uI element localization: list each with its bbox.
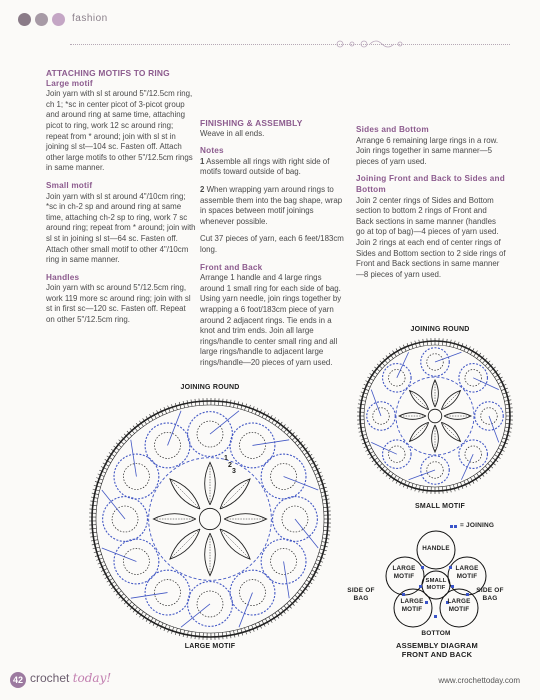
section-label: fashion xyxy=(72,13,108,24)
note-1-text: Assemble all rings with right side of motifs toward outside of bag. xyxy=(200,156,330,177)
large-motif-heading: Large motif xyxy=(46,78,93,88)
column-2 xyxy=(200,118,347,375)
assembly-bottom-label: BOTTOM xyxy=(421,630,451,637)
large-joining-round-label: JOINING ROUND xyxy=(180,384,240,391)
assembly-side-right-label: SIDE OF BAG xyxy=(476,587,504,602)
joining-text: Join 2 center rings of Sides and Bottom section to bottom 2 rings of Front and Back sections in same manner (handles go at top of bag)—4 pieces of yarn used. Join 2 rings at each end of center rings of Sides and Bottom section to 2 side rings of Front and Back sections in same manner—8 pieces of yarn used. xyxy=(356,195,506,279)
small-motif-heading: Small motif xyxy=(46,180,93,190)
brand-logo xyxy=(30,671,111,685)
assembly-large-left-label: LARGE MOTIF xyxy=(392,565,416,580)
note-2-number: 2 xyxy=(200,184,205,194)
small-joining-round-label: JOINING ROUND xyxy=(410,326,470,333)
large-motif-text: Join yarn with sl st around 5"/12.5cm ring, ch 1; *sc in center picot of 3-picot group and around ring at same time, attaching picot to ring, work 12 sc around ring; repeat from * around; join with sl st in joining sl st—104 sc. Fasten off. Attach other large motifs to other 5"/12.5cm rings in same manner. xyxy=(46,89,193,173)
finishing-text: Weave in all ends. xyxy=(200,128,265,138)
large-marker-2: 2 xyxy=(227,462,233,469)
assembly-large-right-label: LARGE MOTIF xyxy=(455,565,479,580)
note-1-number: 1 xyxy=(200,156,205,166)
header-rule xyxy=(70,44,510,45)
small-motif-diagram xyxy=(355,336,515,496)
page-number: 42 xyxy=(10,672,26,688)
brand-today: today! xyxy=(72,671,112,685)
header-dot-1 xyxy=(18,13,31,26)
large-motif-caption: LARGE MOTIF xyxy=(184,643,236,650)
large-marker-3: 3 xyxy=(231,468,237,475)
handles-heading: Handles xyxy=(46,272,80,282)
small-motif-caption: SMALL MOTIF xyxy=(415,503,465,510)
small-motif-text: Join yarn with sl st around 4"/10cm ring; *sc in ch-2 sp and around ring at same time, attaching ch-2 sp to ring, work 7 sc around ring; repeat from * around; join with sl st in joining sl st—64 sc. Fasten off. Attach other small motif to other 4"/10cm ring in same manner. xyxy=(46,191,196,265)
front-back-text: Arrange 1 handle and 4 large rings around 1 small ring for each side of bag. Using yarn needle, join rings together by wrapping a 6 foot/183cm piece of yarn around 2 adjacent rings. Tie ends in a knot and trim ends. Join all large rings/handle to center small ring and all large rings/handle to adjacent large rings/handle—20 pieces of yarn used. xyxy=(200,273,342,367)
notes-heading: Notes xyxy=(200,146,224,156)
attaching-heading: ATTACHING MOTIFS TO RING xyxy=(46,68,170,78)
website-url: www.crochettoday.com xyxy=(438,676,520,685)
column-3 xyxy=(356,125,506,287)
sides-bottom-text: Arrange 6 remaining large rings in a row. Join rings together in same manner—5 pieces of yarn used. xyxy=(356,135,499,166)
joining-heading: Joining Front and Back to Sides and Bottom xyxy=(356,174,505,194)
assembly-side-left-label: SIDE OF BAG xyxy=(347,587,375,602)
large-motif-diagram xyxy=(85,394,335,644)
front-back-heading: Front and Back xyxy=(200,262,263,272)
note-2 xyxy=(200,185,347,227)
assembly-large-br-label: LARGE MOTIF xyxy=(447,598,471,613)
header-dot-2 xyxy=(35,13,48,26)
header-dots xyxy=(18,13,65,26)
assembly-caption: ASSEMBLY DIAGRAM FRONT AND BACK xyxy=(396,641,478,659)
assembly-handle-label: HANDLE xyxy=(422,545,450,552)
large-marker-1: 1 xyxy=(223,455,229,462)
finishing-heading: FINISHING & ASSEMBLY xyxy=(200,118,303,128)
assembly-small-label: SMALL MOTIF xyxy=(425,578,447,591)
page-header xyxy=(0,0,540,44)
handles-text: Join yarn with sc around 5"/12.5cm ring, work 119 more sc around ring; join with sl st in first sc—120 sc. Fasten off. Repeat on other 5"/12.5cm ring. xyxy=(46,283,191,325)
header-dot-3 xyxy=(52,13,65,26)
note-2-text: When wrapping yarn around rings to assemble them into the bag shape, wrap in spaces between motif joinings whenever possible. xyxy=(200,184,343,226)
brand-crochet: crochet xyxy=(30,671,70,685)
assembly-large-bl-label: LARGE MOTIF xyxy=(400,598,424,613)
assembly-legend: = JOINING xyxy=(460,522,495,529)
note-1 xyxy=(200,157,347,178)
cut-text: Cut 37 pieces of yarn, each 6 feet/183cm long. xyxy=(200,234,344,254)
flourish-icon xyxy=(330,37,410,51)
sides-bottom-heading: Sides and Bottom xyxy=(356,125,429,134)
column-1 xyxy=(46,68,196,333)
